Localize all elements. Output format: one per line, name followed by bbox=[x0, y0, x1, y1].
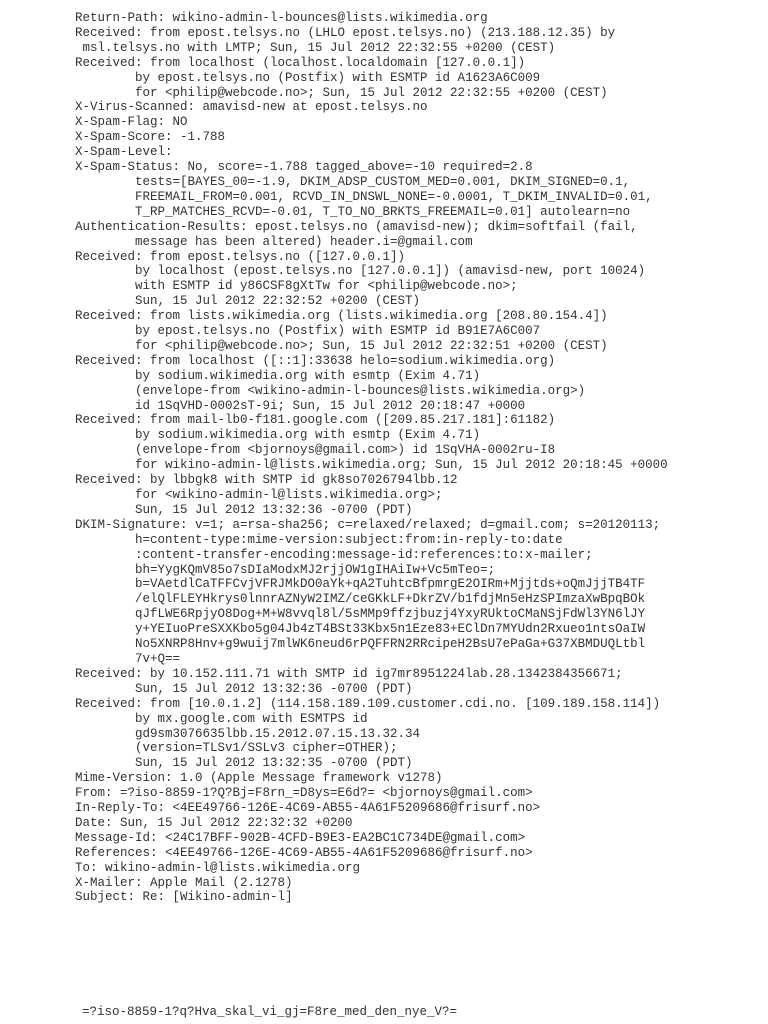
header-line: Date: Sun, 15 Jul 2012 22:32:32 +0200 bbox=[75, 815, 353, 830]
header-line: Sun, 15 Jul 2012 22:32:52 +0200 (CEST) bbox=[75, 294, 421, 309]
header-line: by epost.telsys.no (Postfix) with ESMTP id B91E7A6C007 bbox=[75, 324, 541, 339]
header-line: Received: by 10.152.111.71 with SMTP id ig7mr8951224lab.28.1342384356671; bbox=[75, 666, 623, 681]
header-line: gd9sm3076635lbb.15.2012.07.15.13.32.34 bbox=[75, 726, 421, 741]
header-line: message has been altered) header.i=@gmail.com bbox=[75, 234, 473, 249]
header-line: 7v+Q== bbox=[75, 651, 181, 666]
header-line: :content-transfer-encoding:message-id:references:to:x-mailer; bbox=[75, 547, 593, 562]
header-line: Mime-Version: 1.0 (Apple Message framework v1278) bbox=[75, 771, 443, 786]
header-line: From: =?iso-8859-1?Q?Bj=F8rn_=D8ys=E6d?= <bjornoys@gmail.com> bbox=[75, 786, 533, 801]
header-line: h=content-type:mime-version:subject:from:in-reply-to:date bbox=[75, 532, 563, 547]
header-line: In-Reply-To: <4EE49766-126E-4C69-AB55-4A61F5209686@frisurf.no> bbox=[75, 801, 541, 816]
header-line: tests=[BAYES_00=-1.9, DKIM_ADSP_CUSTOM_MED=0.001, DKIM_SIGNED=0.1, bbox=[75, 174, 631, 189]
header-line: X-Mailer: Apple Mail (2.1278) bbox=[75, 875, 293, 890]
header-line: X-Virus-Scanned: amavisd-new at epost.telsys.no bbox=[75, 100, 428, 115]
header-line: for <philip@webcode.no>; Sun, 15 Jul 2012 22:32:51 +0200 (CEST) bbox=[75, 338, 608, 353]
header-line: Received: from epost.telsys.no ([127.0.0.1]) bbox=[75, 249, 406, 264]
header-line: X-Spam-Flag: NO bbox=[75, 115, 188, 130]
header-line: Return-Path: wikino-admin-l-bounces@lists.wikimedia.org bbox=[75, 11, 488, 25]
header-line: References: <4EE49766-126E-4C69-AB55-4A61F5209686@frisurf.no> bbox=[75, 845, 533, 860]
header-line: id 1SqVHD-0002sT-9i; Sun, 15 Jul 2012 20:18:47 +0000 bbox=[75, 398, 526, 413]
header-line: X-Spam-Score: -1.788 bbox=[75, 130, 226, 145]
header-line: Received: from localhost ([::1]:33638 helo=sodium.wikimedia.org) bbox=[75, 353, 556, 368]
header-line: for wikino-admin-l@lists.wikimedia.org; Sun, 15 Jul 2012 20:18:45 +0000 bbox=[75, 458, 668, 473]
header-line: for <wikino-admin-l@lists.wikimedia.org>; bbox=[75, 488, 443, 502]
header-line: No5XNRP8Hnv+g9wuij7mlWK6neud6rPQFFRN2RRcipeH2BsU7ePaGa+G37XBMDUQLtbl bbox=[75, 637, 646, 652]
header-line: Received: from epost.telsys.no (LHLO epost.telsys.no) (213.188.12.35) by bbox=[75, 25, 616, 40]
header-line: T_RP_MATCHES_RCVD=-0.01, T_TO_NO_BRKTS_FREEMAIL=0.01] autolearn=no bbox=[75, 204, 631, 219]
header-line: FREEMAIL_FROM=0.001, RCVD_IN_DNSWL_NONE=-0.0001, T_DKIM_INVALID=0.01, bbox=[75, 189, 653, 204]
header-line: Authentication-Results: epost.telsys.no (amavisd-new); dkim=softfail (fail, bbox=[75, 219, 638, 234]
header-line: by mx.google.com with ESMTPS id bbox=[75, 711, 368, 726]
header-line: qJfLWE6RpjyO8Dog+M+W8vvql8l/5sMMp9ffzjbuzj4YxyRUktoCMaNSjFdWl3YN6lJY bbox=[75, 607, 646, 622]
header-line: y+YEIuoPreSXXKbo5g04Jb4zT4BSt33Kbx5n1Eze83+EClDn7MYUdn2Rxueo1ntsOaIW bbox=[75, 622, 646, 637]
encoded-subject-continuation: =?iso-8859-1?q?Hva_skal_vi_gj=F8re_med_den_nye_V?= bbox=[82, 1005, 458, 1019]
header-line: (version=TLSv1/SSLv3 cipher=OTHER); bbox=[75, 741, 398, 756]
header-line: Sun, 15 Jul 2012 13:32:36 -0700 (PDT) bbox=[75, 502, 413, 517]
header-line: for <philip@webcode.no>; Sun, 15 Jul 2012 22:32:55 +0200 (CEST) bbox=[75, 85, 608, 100]
header-line: bh=YygKQmV85o7sDIaModxMJ2rjjOW1gIHAiIw+Vc5mTeo=; bbox=[75, 562, 496, 577]
header-line: Subject: Re: [Wikino-admin-l] bbox=[75, 890, 293, 905]
header-line: b=VAetdlCaTFFCvjVFRJMkDO0aYk+qA2TuhtcBfpmrgE2OIRm+Mjjtds+oQmJjjTB4TF bbox=[75, 577, 646, 592]
header-line: X-Spam-Status: No, score=-1.788 tagged_above=-10 required=2.8 bbox=[75, 160, 533, 175]
header-line: /elQlFLEYHkrys0lnnrAZNyW2IMZ/ceGKkLF+DkrZV/b1fdjMn5eHzSPImzaXwBpqBOk bbox=[75, 592, 646, 607]
header-line: by epost.telsys.no (Postfix) with ESMTP id A1623A6C009 bbox=[75, 70, 541, 85]
header-line: Message-Id: <24C17BFF-902B-4CFD-B9E3-EA2BC1C734DE@gmail.com> bbox=[75, 830, 526, 845]
header-line: by sodium.wikimedia.org with esmtp (Exim 4.71) bbox=[75, 428, 481, 443]
header-line: with ESMTP id y86CSF8gXtTw for <philip@webcode.no>; bbox=[75, 279, 518, 294]
header-line: by sodium.wikimedia.org with esmtp (Exim 4.71) bbox=[75, 368, 481, 383]
header-line: (envelope-from <bjornoys@gmail.com>) id 1SqVHA-0002ru-I8 bbox=[75, 443, 556, 458]
header-line: (envelope-from <wikino-admin-l-bounces@lists.wikimedia.org>) bbox=[75, 383, 586, 398]
header-line: Received: from lists.wikimedia.org (lists.wikimedia.org [208.80.154.4]) bbox=[75, 309, 608, 324]
email-header-block bbox=[75, 11, 755, 905]
header-line: DKIM-Signature: v=1; a=rsa-sha256; c=relaxed/relaxed; d=gmail.com; s=20120113; bbox=[75, 517, 661, 532]
header-line: To: wikino-admin-l@lists.wikimedia.org bbox=[75, 860, 361, 875]
header-line: Received: from mail-lb0-f181.google.com ([209.85.217.181]:61182) bbox=[75, 413, 556, 428]
header-line: Received: by lbbgk8 with SMTP id gk8so7026794lbb.12 bbox=[75, 473, 458, 488]
header-line: Sun, 15 Jul 2012 13:32:36 -0700 (PDT) bbox=[75, 681, 413, 696]
header-line: Sun, 15 Jul 2012 13:32:35 -0700 (PDT) bbox=[75, 756, 413, 771]
header-line: Received: from localhost (localhost.localdomain [127.0.0.1]) bbox=[75, 55, 526, 70]
header-line: by localhost (epost.telsys.no [127.0.0.1]) (amavisd-new, port 10024) bbox=[75, 264, 646, 279]
header-line: X-Spam-Level: bbox=[75, 145, 173, 160]
header-line: msl.telsys.no with LMTP; Sun, 15 Jul 2012 22:32:55 +0200 (CEST) bbox=[75, 40, 556, 55]
header-line: Received: from [10.0.1.2] (114.158.189.109.customer.cdi.no. [109.189.158.114]) bbox=[75, 696, 661, 711]
